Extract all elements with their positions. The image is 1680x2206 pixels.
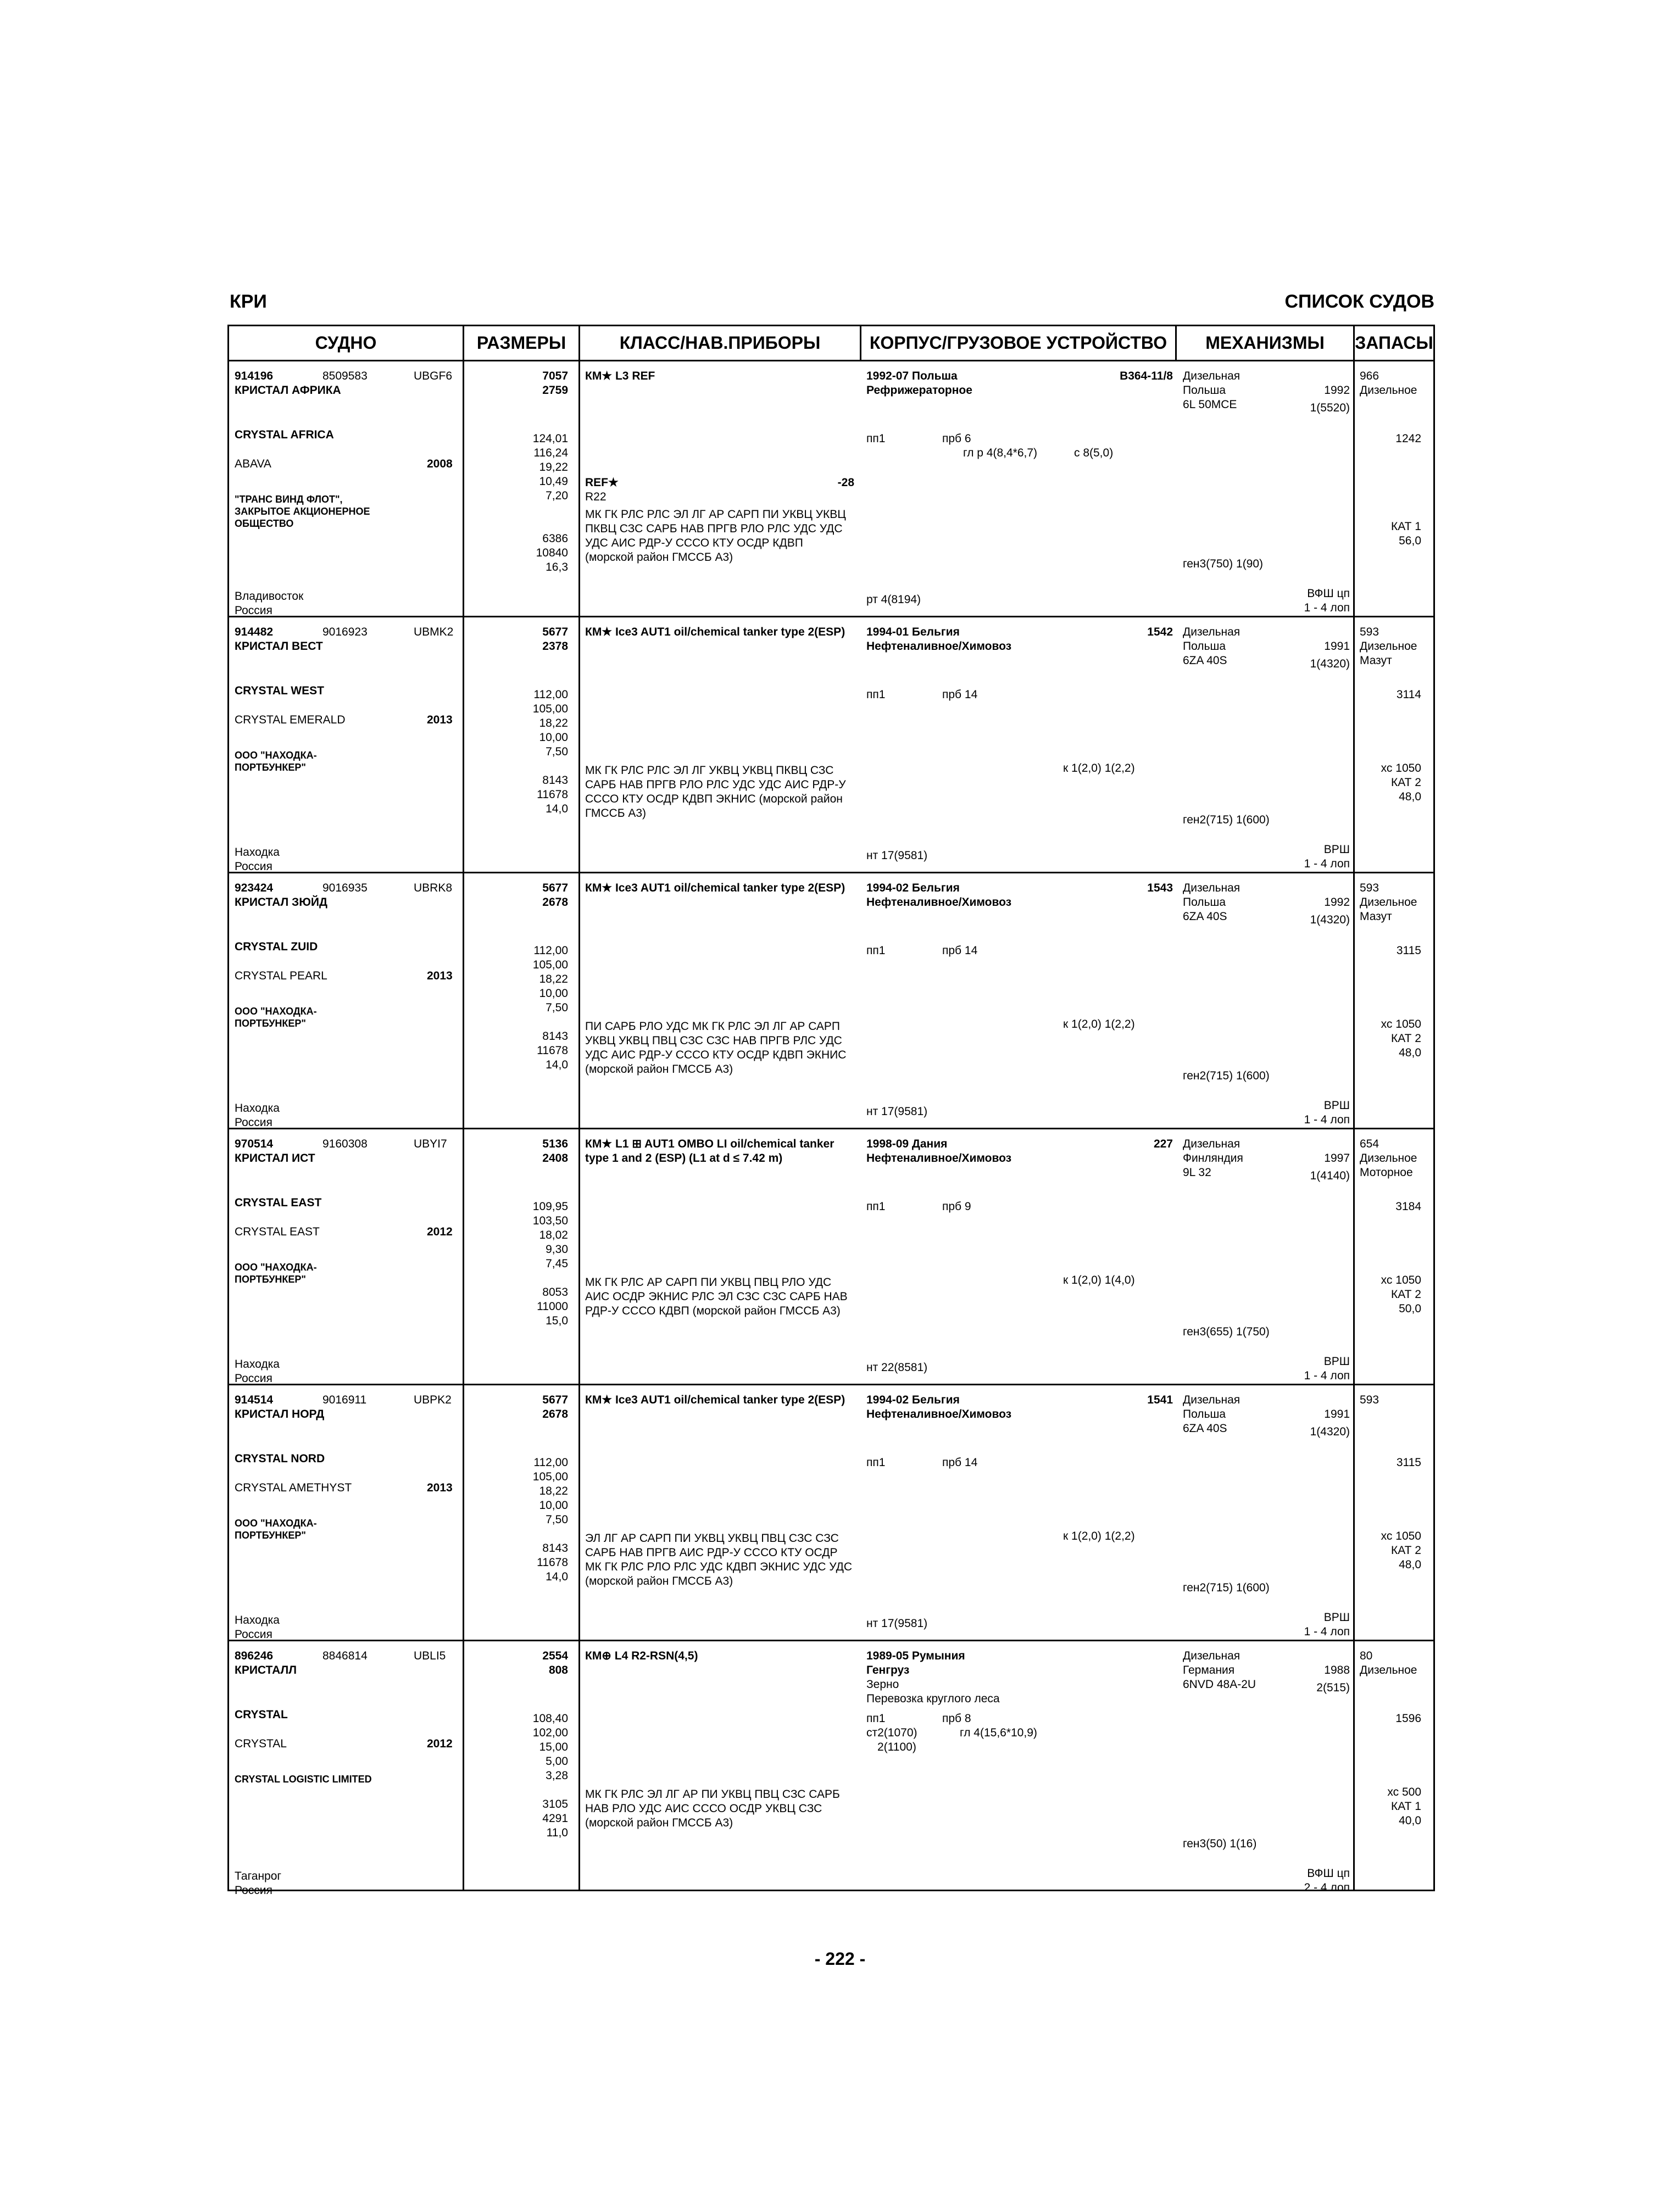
fuel-capacity: 80	[1360, 1650, 1373, 1662]
hatch-dimensions: гл р 4(8,4*6,7)	[963, 447, 1038, 459]
gross-tonnage: 2554	[542, 1650, 568, 1662]
deck-count: пп1	[866, 688, 886, 701]
column-divider	[578, 361, 580, 1890]
net-tonnage: 2408	[542, 1152, 568, 1165]
engine-type: Дизельная	[1183, 1138, 1240, 1150]
former-name: CRYSTAL EAST	[235, 1225, 320, 1238]
propeller-blades: 1 - 4 лоп	[1304, 1113, 1350, 1126]
imo-number: 9016911	[322, 1394, 367, 1406]
dimension-value: 8143	[542, 1542, 568, 1555]
ice-strength: хс 500	[1387, 1786, 1421, 1798]
net-tonnage: 808	[548, 1664, 568, 1676]
deck-count: пп1	[866, 1200, 886, 1213]
bulkheads: прб 9	[942, 1200, 971, 1213]
fuel-capacity-2: 3115	[1396, 1456, 1421, 1469]
flag-country: Россия	[235, 1884, 272, 1897]
ice-strength: хс 1050	[1381, 762, 1421, 775]
nav-equipment: ПИ САРБ РЛО УДС МК ГК РЛС ЭЛ ЛГ АР САРП УКВЦ УКВЦ ПВЦ СЗС СЗС НАВ ПРГВ РЛС УДС УДС АИС РДР-У СССО КТУ ОСДР КДВП ЭКНИС (морской район ГМССБ А3)	[585, 1020, 847, 1076]
engine-type: Дизельная	[1183, 1394, 1240, 1406]
hull-number: В364-11/8	[1120, 370, 1173, 382]
former-name: CRYSTAL PEARL	[235, 970, 327, 982]
ship-name-ru: КРИСТАЛЛ	[235, 1664, 297, 1676]
registry-number: 914482	[235, 626, 274, 638]
fuel-type: Дизельное	[1360, 896, 1417, 909]
ship-name-latin: CRYSTAL ZUID	[235, 940, 318, 953]
dimension-value: 105,00	[532, 959, 568, 971]
deck-2: ст2(1070)	[866, 1726, 917, 1739]
ship-type: Нефтеналивное/Химовоз	[866, 1408, 1012, 1420]
ship-name-latin: CRYSTAL	[235, 1708, 288, 1721]
column-divider	[463, 361, 464, 1890]
dimension-value: 3,28	[546, 1769, 568, 1782]
engine-year: 1997	[1324, 1152, 1350, 1165]
ice-strength: хс 1050	[1381, 1274, 1421, 1286]
fuel-type: Дизельное	[1360, 640, 1417, 653]
home-port: Находка	[235, 1102, 280, 1115]
ice-strength: хс 1050	[1381, 1530, 1421, 1542]
ship-name-latin: CRYSTAL NORD	[235, 1452, 325, 1465]
dimension-value: 7,20	[546, 489, 568, 502]
ship-name-ru: КРИСТАЛ ВЕСТ	[235, 640, 323, 653]
engine-year: 1991	[1324, 640, 1350, 653]
former-name: CRYSTAL EMERALD	[235, 714, 346, 726]
former-name: CRYSTAL AMETHYST	[235, 1481, 352, 1494]
dimension-value: 8143	[542, 1030, 568, 1043]
imo-number: 8509583	[322, 370, 368, 382]
dimension-value: 18,22	[539, 717, 568, 729]
dimension-value: 105,00	[532, 703, 568, 715]
engine-power: 1(4140)	[1310, 1169, 1350, 1182]
former-name-year: 2013	[427, 714, 453, 726]
ice-value: 48,0	[1399, 1046, 1421, 1059]
dimension-value: 11,0	[546, 1826, 568, 1839]
build-year-yard: 1994-02 Бельгия	[866, 1394, 960, 1406]
owner-name: ООО "НАХОДКА-ПОРТБУНКЕР"	[235, 750, 317, 773]
former-name: ABAVA	[235, 458, 271, 470]
ship-type: Генгруз	[866, 1664, 910, 1676]
ship-name-latin: CRYSTAL AFRICA	[235, 428, 334, 441]
dimension-value: 10,00	[539, 1499, 568, 1512]
build-year-yard: 1994-01 Бельгия	[866, 626, 960, 638]
ice-value: 50,0	[1399, 1302, 1421, 1315]
hull-number: 1542	[1147, 626, 1173, 638]
imo-number: 9016923	[322, 626, 368, 638]
ice-category: КАТ 2	[1391, 1032, 1421, 1045]
engine-type: Дизельная	[1183, 370, 1240, 382]
gross-tonnage: 5677	[542, 882, 568, 894]
engine-maker: Польша	[1183, 896, 1226, 909]
build-year-yard: 1998-09 Дания	[866, 1138, 948, 1150]
dimension-value: 3105	[542, 1798, 568, 1811]
owner-name: CRYSTAL LOGISTIC LIMITED	[235, 1774, 372, 1785]
dimension-value: 112,00	[533, 944, 568, 957]
engine-year: 1991	[1324, 1408, 1350, 1420]
column-header-ship: СУДНО	[229, 326, 464, 361]
dimension-value: 7,45	[546, 1257, 568, 1270]
call-sign: UBLI5	[414, 1650, 446, 1662]
dimension-value: 10840	[536, 547, 568, 559]
dimension-value: 124,01	[532, 432, 568, 445]
propeller-type: ВФШ цп	[1307, 1867, 1350, 1880]
ship-entry	[229, 361, 1433, 617]
dimension-value: 11678	[537, 1556, 568, 1569]
call-sign: UBRK8	[414, 882, 453, 894]
dimension-value: 7,50	[546, 745, 568, 758]
home-port: Находка	[235, 846, 280, 859]
generators: ген2(715) 1(600)	[1183, 1069, 1270, 1082]
refrigeration-class: REF★	[585, 476, 619, 489]
call-sign: UBGF6	[414, 370, 453, 382]
hull-number: 1541	[1147, 1394, 1173, 1406]
home-port: Таганрог	[235, 1870, 282, 1882]
ship-entry	[229, 1385, 1433, 1641]
registry-number: 896246	[235, 1650, 274, 1662]
fuel-type: Дизельное	[1360, 1664, 1417, 1676]
ship-type: Рефрижераторное	[866, 384, 972, 397]
deck-3: 2(1100)	[877, 1741, 916, 1753]
ship-name-ru: КРИСТАЛ НОРД	[235, 1408, 325, 1420]
dimension-value: 8053	[542, 1286, 568, 1299]
dimension-value: 10,00	[539, 987, 568, 1000]
column-header-class: КЛАСС/НАВ.ПРИБОРЫ	[580, 326, 861, 361]
former-name-year: 2013	[427, 1481, 453, 1494]
engine-type: Дизельная	[1183, 626, 1240, 638]
nav-equipment: ЭЛ ЛГ АР САРП ПИ УКВЦ УКВЦ ПВЦ СЗС СЗС САРБ НАВ ПРГВ АИС РДР-У СССО КТУ ОСДР МК ГК РЛС РЛО РЛС УДС КДВП ЭКНИС УДС УДС (морской район ГМССБ А3)	[585, 1532, 852, 1587]
fuel-capacity-2: 3114	[1396, 688, 1421, 701]
propeller-blades: 1 - 4 лоп	[1304, 1625, 1350, 1638]
fuel-type: Дизельное	[1360, 1152, 1417, 1165]
generators: ген2(715) 1(600)	[1183, 1581, 1270, 1594]
page-header-right: СПИСОК СУДОВ	[1284, 291, 1434, 312]
fuel-type-2: Мазут	[1360, 654, 1392, 667]
page-header-left: КРИ	[230, 291, 267, 312]
engine-type: Дизельная	[1183, 1650, 1240, 1662]
flag-country: Россия	[235, 860, 272, 873]
class-notation: КМ⊕ L4 R2-RSN(4,5)	[585, 1650, 698, 1662]
propeller-type: ВРШ	[1323, 843, 1350, 856]
engine-maker: Польша	[1183, 1408, 1226, 1420]
class-notation: КМ★ Ice3 AUT1 oil/chemical tanker type 2(ESP)	[585, 1394, 845, 1406]
dimension-value: 7,50	[546, 1001, 568, 1014]
tanks-capacity: нт 17(9581)	[866, 1105, 928, 1118]
ship-type: Нефтеналивное/Химовоз	[866, 1152, 1012, 1165]
dimension-value: 19,22	[539, 461, 568, 473]
dimension-value: 14,0	[546, 1059, 568, 1071]
engine-year: 1992	[1324, 896, 1350, 909]
cargo-description-2: Перевозка круглого леса	[866, 1692, 1000, 1705]
fuel-capacity: 593	[1360, 1394, 1379, 1406]
build-year-yard: 1989-05 Румыния	[866, 1650, 965, 1662]
engine-model: 6L 50MCE	[1183, 398, 1237, 411]
ice-strength: хс 1050	[1381, 1018, 1421, 1030]
dimension-value: 11678	[537, 788, 568, 801]
dimension-value: 105,00	[532, 1470, 568, 1483]
imo-number: 8846814	[322, 1650, 368, 1662]
fuel-capacity-2: 3184	[1395, 1200, 1421, 1213]
cargo-cranes: к 1(2,0) 1(2,2)	[1063, 1530, 1135, 1542]
flag-country: Россия	[235, 1372, 272, 1385]
engine-maker: Финляндия	[1183, 1152, 1243, 1165]
flag-country: Россия	[235, 604, 272, 617]
deck-count: пп1	[866, 944, 886, 957]
nav-equipment: МК ГК РЛС РЛС ЭЛ ЛГ УКВЦ УКВЦ ПКВЦ СЗС САРБ НАВ ПРГВ РЛО РЛС УДС УДС АИС РДР-У СССО КТУ ОСДР КДВП ЭКНИС (морской район ГМССБ А3)	[585, 764, 846, 820]
bulkheads: прб 14	[942, 688, 978, 701]
cargo-cranes: к 1(2,0) 1(2,2)	[1063, 762, 1135, 775]
dimension-value: 8143	[542, 774, 568, 787]
cargo-cranes: к 1(2,0) 1(4,0)	[1063, 1274, 1135, 1286]
ice-category: КАТ 1	[1391, 1800, 1421, 1813]
class-notation: КМ★ Ice3 AUT1 oil/chemical tanker type 2(ESP)	[585, 626, 845, 638]
fuel-capacity: 593	[1360, 882, 1379, 894]
ice-value: 48,0	[1399, 790, 1421, 803]
fuel-capacity: 593	[1360, 626, 1379, 638]
dimension-value: 102,00	[532, 1726, 568, 1739]
gross-tonnage: 5677	[542, 1394, 568, 1406]
fuel-capacity-2: 1242	[1395, 432, 1421, 445]
registry-number: 970514	[235, 1138, 274, 1150]
column-divider	[1353, 361, 1355, 1890]
dimension-value: 108,40	[532, 1712, 568, 1725]
gross-tonnage: 5136	[542, 1138, 568, 1150]
hull-number: 227	[1153, 1138, 1173, 1150]
cargo-cranes: к 1(2,0) 1(2,2)	[1063, 1018, 1135, 1030]
dimension-value: 18,02	[539, 1229, 568, 1241]
dimension-value: 9,30	[546, 1243, 568, 1256]
propeller-blades: 2 - 4 лоп	[1304, 1881, 1350, 1894]
generators: ген3(655) 1(750)	[1183, 1325, 1270, 1338]
deck-count: пп1	[866, 1712, 886, 1725]
class-notation: КМ★ L3 REF	[585, 370, 655, 382]
tanks-capacity: нт 17(9581)	[866, 849, 928, 862]
dimension-value: 10,49	[539, 475, 568, 488]
dimension-value: 112,00	[533, 688, 568, 701]
gross-tonnage: 7057	[542, 370, 568, 382]
call-sign: UBYI7	[414, 1138, 447, 1150]
engine-type: Дизельная	[1183, 882, 1240, 894]
ship-name-ru: КРИСТАЛ ЗЮЙД	[235, 896, 327, 909]
dimension-value: 5,00	[546, 1755, 568, 1768]
owner-name: ООО "НАХОДКА-ПОРТБУНКЕР"	[235, 1006, 317, 1029]
column-header-stores: ЗАПАСЫ	[1355, 326, 1433, 361]
owner-name: ООО "НАХОДКА-ПОРТБУНКЕР"	[235, 1262, 317, 1285]
refrigeration-temp: -28	[837, 476, 854, 489]
engine-model: 6ZA 40S	[1183, 910, 1227, 923]
dimension-value: 15,0	[546, 1314, 568, 1327]
deck-count: пп1	[866, 1456, 886, 1469]
propeller-blades: 1 - 4 лоп	[1304, 601, 1350, 614]
engine-model: 6NVD 48A-2U	[1183, 1678, 1256, 1691]
ship-register-table	[227, 325, 1435, 1897]
propeller-type: ВРШ	[1323, 1099, 1350, 1112]
registry-number: 923424	[235, 882, 274, 894]
ship-entry	[229, 617, 1433, 873]
net-tonnage: 2678	[542, 1408, 568, 1420]
former-name-year: 2012	[427, 1225, 453, 1238]
refrigerant: R22	[585, 491, 607, 503]
dimension-value: 11000	[537, 1300, 568, 1313]
imo-number: 9160308	[322, 1138, 368, 1150]
former-name-year: 2012	[427, 1737, 453, 1750]
generators: ген3(750) 1(90)	[1183, 558, 1264, 570]
build-year-yard: 1992-07 Польша	[866, 370, 958, 382]
home-port: Владивосток	[235, 590, 304, 603]
dimension-value: 18,22	[539, 973, 568, 985]
hatch-count: с 8(5,0)	[1074, 447, 1114, 459]
owner-name: ООО "НАХОДКА-ПОРТБУНКЕР"	[235, 1518, 317, 1541]
former-name-year: 2008	[427, 458, 453, 470]
class-notation-line2: type 1 and 2 (ESP) (L1 at d ≤ 7.42 m)	[585, 1152, 783, 1165]
column-header-dimensions: РАЗМЕРЫ	[464, 326, 580, 361]
dimension-value: 11678	[537, 1044, 568, 1057]
dimension-value: 14,0	[546, 1570, 568, 1583]
dimension-value: 109,95	[532, 1200, 568, 1213]
engine-power: 1(4320)	[1310, 1425, 1350, 1438]
propeller-blades: 1 - 4 лоп	[1304, 1369, 1350, 1382]
generators: ген3(50) 1(16)	[1183, 1837, 1257, 1850]
engine-power: 1(4320)	[1310, 658, 1350, 670]
dimension-value: 103,50	[532, 1215, 568, 1227]
fuel-capacity-2: 1596	[1395, 1712, 1421, 1725]
former-name-year: 2013	[427, 970, 453, 982]
dimension-value: 16,3	[546, 561, 568, 573]
propeller-type: ВРШ	[1323, 1611, 1350, 1624]
engine-maker: Польша	[1183, 640, 1226, 653]
propeller-type: ВФШ цп	[1307, 587, 1350, 600]
ice-value: 56,0	[1399, 534, 1421, 547]
propeller-blades: 1 - 4 лоп	[1304, 857, 1350, 870]
nav-equipment: МК ГК РЛС ЭЛ ЛГ АР ПИ УКВЦ ПВЦ СЗС САРБ НАВ РЛО УДС АИС СССО ОСДР УКВЦ СЗС (морской район ГМССБ А3)	[585, 1788, 840, 1829]
nav-equipment: МК ГК РЛС РЛС ЭЛ ЛГ АР САРП ПИ УКВЦ УКВЦ ПКВЦ СЗС САРБ НАВ ПРГВ РЛО РЛС УДС УДС УДС АИС РДР-У СССО КТУ ОСДР КДВП (морской район ГМССБ А3)	[585, 508, 846, 564]
registry-number: 914196	[235, 370, 274, 382]
tanks-capacity: рт 4(8194)	[866, 593, 921, 606]
bulkheads: прб 14	[942, 944, 978, 957]
page-number: - 222 -	[814, 1949, 866, 1969]
propeller-type: ВРШ	[1323, 1355, 1350, 1368]
engine-year: 1988	[1324, 1664, 1350, 1676]
ice-category: КАТ 2	[1391, 776, 1421, 789]
tanks-capacity: нт 22(8581)	[866, 1361, 928, 1374]
fuel-type-2: Мазут	[1360, 910, 1392, 923]
ship-type: Нефтеналивное/Химовоз	[866, 640, 1012, 653]
engine-maker: Польша	[1183, 384, 1226, 397]
dimension-value: 18,22	[539, 1485, 568, 1497]
net-tonnage: 2759	[542, 384, 568, 397]
fuel-type-2: Моторное	[1360, 1166, 1413, 1179]
hatch-covers: гл 4(15,6*10,9)	[960, 1726, 1037, 1739]
engine-model: 6ZA 40S	[1183, 654, 1227, 667]
dimension-value: 112,00	[533, 1456, 568, 1469]
fuel-capacity: 654	[1360, 1138, 1379, 1150]
generators: ген2(715) 1(600)	[1183, 814, 1270, 826]
dimension-value: 10,00	[539, 731, 568, 744]
ice-category: КАТ 2	[1391, 1544, 1421, 1557]
ship-entry	[229, 1129, 1433, 1385]
net-tonnage: 2378	[542, 640, 568, 653]
class-notation: КМ★ L1 ⊞ AUT1 OMBO LI oil/chemical tanker	[585, 1138, 835, 1150]
call-sign: UBPK2	[414, 1394, 452, 1406]
dimension-value: 15,00	[539, 1741, 568, 1753]
dimension-value: 6386	[542, 532, 568, 545]
deck-count: пп1	[866, 432, 886, 445]
net-tonnage: 2678	[542, 896, 568, 909]
engine-power: 2(515)	[1316, 1681, 1350, 1694]
dimension-value: 116,24	[533, 447, 568, 459]
ship-type: Нефтеналивное/Химовоз	[866, 896, 1012, 909]
engine-maker: Германия	[1183, 1664, 1235, 1676]
engine-year: 1992	[1324, 384, 1350, 397]
ship-name-latin: CRYSTAL EAST	[235, 1196, 322, 1209]
flag-country: Россия	[235, 1628, 272, 1641]
column-header-hull: КОРПУС/ГРУЗОВОЕ УСТРОЙСТВО	[861, 326, 1177, 361]
ice-category: КАТ 1	[1391, 520, 1421, 533]
column-header-machinery: МЕХАНИЗМЫ	[1177, 326, 1355, 361]
bulkheads: прб 14	[942, 1456, 978, 1469]
cargo-description: Зерно	[866, 1678, 899, 1691]
home-port: Находка	[235, 1614, 280, 1626]
engine-power: 1(5520)	[1310, 402, 1350, 414]
owner-name: "ТРАНС ВИНД ФЛОТ", ЗАКРЫТОЕ АКЦИОНЕРНОЕ ОБЩЕСТВО	[235, 494, 370, 529]
build-year-yard: 1994-02 Бельгия	[866, 882, 960, 894]
ice-value: 40,0	[1399, 1814, 1421, 1827]
ship-entry	[229, 1641, 1433, 1897]
ship-name-latin: CRYSTAL WEST	[235, 684, 324, 697]
ship-entry	[229, 873, 1433, 1129]
ship-name-ru: КРИСТАЛ АФРИКА	[235, 384, 341, 397]
fuel-capacity-2: 3115	[1396, 944, 1421, 957]
nav-equipment: МК ГК РЛС АР САРП ПИ УКВЦ ПВЦ РЛО УДС АИС ОСДР ЭКНИС РЛС ЭЛ СЗС СЗС САРБ НАВ РДР-У СССО КДВП (морской район ГМССБ А3)	[585, 1276, 848, 1317]
ice-value: 48,0	[1399, 1558, 1421, 1571]
bulkheads: прб 8	[942, 1712, 971, 1725]
call-sign: UBMK2	[414, 626, 454, 638]
home-port: Находка	[235, 1358, 280, 1371]
dimension-value: 4291	[542, 1812, 568, 1825]
engine-model: 9L 32	[1183, 1166, 1211, 1179]
fuel-type: Дизельное	[1360, 384, 1417, 397]
registry-number: 914514	[235, 1394, 274, 1406]
dimension-value: 14,0	[546, 803, 568, 815]
engine-model: 6ZA 40S	[1183, 1422, 1227, 1435]
bulkheads: прб 6	[942, 432, 971, 445]
ice-category: КАТ 2	[1391, 1288, 1421, 1301]
tanks-capacity: нт 17(9581)	[866, 1617, 928, 1630]
flag-country: Россия	[235, 1116, 272, 1129]
class-notation: КМ★ Ice3 AUT1 oil/chemical tanker type 2(ESP)	[585, 882, 845, 894]
hull-number: 1543	[1147, 882, 1173, 894]
dimension-value: 7,50	[546, 1513, 568, 1526]
ship-name-ru: КРИСТАЛ ИСТ	[235, 1152, 315, 1165]
former-name: CRYSTAL	[235, 1737, 287, 1750]
engine-power: 1(4320)	[1310, 913, 1350, 926]
imo-number: 9016935	[322, 882, 368, 894]
fuel-capacity: 966	[1360, 370, 1379, 382]
gross-tonnage: 5677	[542, 626, 568, 638]
